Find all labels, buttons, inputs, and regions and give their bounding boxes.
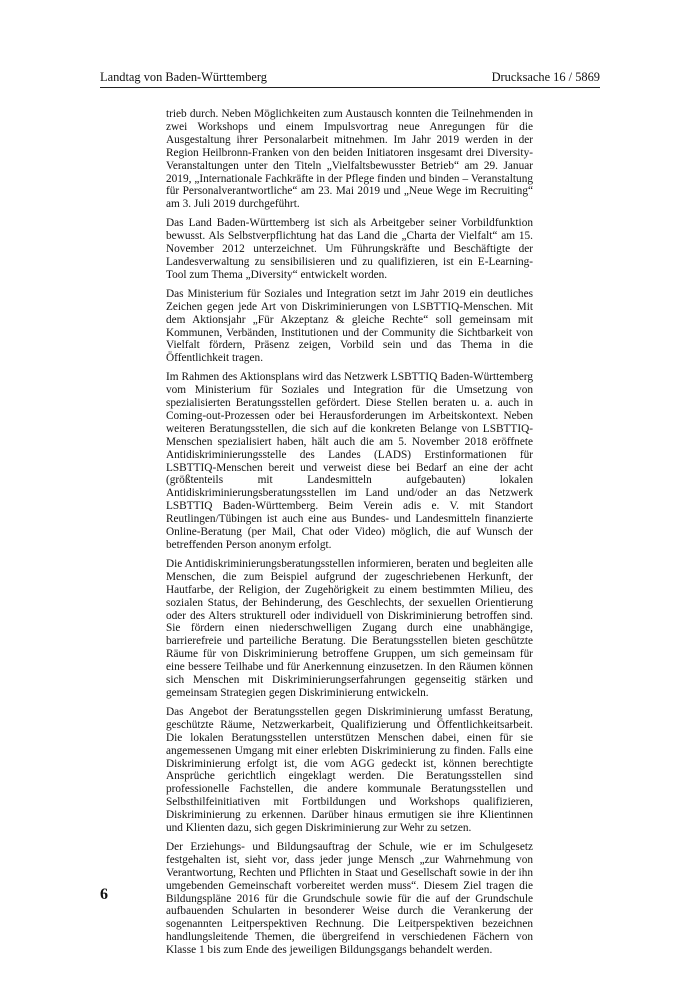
paragraph-diversity-events: trieb durch. Neben Möglichkeiten zum Austausch konnten die Teilnehmenden in zwei Workshops und einem Impulsvortrag neue Anregungen für die Ausgestaltung ihrer Personalarbeit mitnehmen. Im Jahr 2019 werden in der Region Heilbronn-Franken von den beiden Initiatoren insgesamt drei Diversity-Veranstaltungen unter den Titeln „Vielfaltsbewusster Betrieb“ am 29. Januar 2019, „Internationale Fachkräfte in der Pflege finden und binden – Veranstaltung für Personalverantwortliche“ am 23. Mai 2019 und „Neue Wege im Recruiting“ am 3. Juli 2019 durchgeführt. [166,108,533,211]
running-header [100,70,600,88]
header-parliament-name: Landtag von Baden-Württemberg [100,70,267,84]
paragraph-schule-bildungsauftrag: Der Erziehungs- und Bildungsauftrag der Schule, wie er im Schulgesetz festgehalten ist, sieht vor, dass jeder junge Mensch „zur Wahrnehmung von Verantwortung, Rechten und Pflichten in Staat und Gesellschaft sowie in der ihn umgebenden Gemeinschaft vorbereitet werden muss“. Diesem Ziel tragen die Bildungspläne 2016 für die Grundschule sowie für die auf der Grundschule aufbauenden Schularten in besonderer Weise durch die Verankerung der sogenannten Leitperspektiven Rechnung. Die Leitperspektiven bezeichnen handlungsleitende Themen, die übergreifend in verschiedenen Fächern von Klasse 1 bis zum Ende des jeweiligen Bildungsgangs behandelt werden. [166,840,533,957]
page-number: 6 [100,886,108,903]
paragraph-charta-der-vielfalt: Das Land Baden-Württemberg ist sich als Arbeitgeber seiner Vorbildfunktion bewusst. Als Selbstverpflichtung hat das Land die „Charta der Vielfalt“ am 15. November 2012 unterzeichnet. Um Führungskräfte und Beschäftigte der Landesverwaltung zu sensibilisieren und zu qualifizieren, ist ein E-Learning-Tool zum Thema „Diversity“ entwickelt worden. [166,217,533,281]
paragraph-beratungsstellen-lsbttiq: Im Rahmen des Aktionsplans wird das Netzwerk LSBTTIQ Baden-Württemberg vom Ministerium für Soziales und Integration für die Umsetzung von spezialisierten Beratungsstellen gefördert. Diese Stellen beraten u. a. auch in Coming-out-Prozessen oder bei Herausforderungen im Arbeitskontext. Neben weiteren Beratungsstellen, die sich auf die konkreten Belange von LSBTTIQ-Menschen spezialisiert haben, hält auch die am 5. November 2018 eröffnete Antidiskriminierungsstelle des Landes (LADS) Erstinformationen für LSBTTIQ-Menschen bereit und verweist diese bei Bedarf an eine der acht (größtenteils mit Landesmitteln aufgebauten) lokalen Antidiskriminierungsberatungsstellen im Land und/oder an das Netzwerk LSBTTIQ Baden-Württemberg. Beim Verein adis e. V. mit Standort Reutlingen/Tübingen ist auch eine aus Bundes- und Landesmitteln finanzierte Online-Beratung (per Mail, Chat oder Video) möglich, die auf Wunsch der betreffenden Person anonym erfolgt. [166,371,533,551]
paragraph-antidiskriminierung: Die Antidiskriminierungsberatungsstellen informieren, beraten und begleiten alle Menschen, die zum Beispiel aufgrund der zugeschriebenen Herkunft, der Hautfarbe, der Religion, der Zugehörigkeit zu einem bestimmten Milieu, des sozialen Status, der Behinderung, des Geschlechts, der sexuellen Orientierung oder des Alters strukturell oder individuell von Diskriminierung betroffen sind. Sie fördern einen niederschwelligen Zugang durch eine unabhängige, barrierefreie und parteiliche Beratung. Die Beratungsstellen bieten geschützte Räume für von Diskriminierung betroffene Gruppen, um sich gemeinsam für eine bessere Teilhabe und für Anerkennung einzusetzen. In den Räumen können sich Menschen mit Diskriminierungserfahrungen gegenseitig stärken und gemeinsam Strategien gegen Diskriminierung entwickeln. [166,557,533,699]
header-document-number: Drucksache 16 / 5869 [491,70,600,84]
document-body [166,108,533,963]
paragraph-angebot-beratung: Das Angebot der Beratungsstellen gegen Diskriminierung umfasst Beratung, geschützte Räume, Netzwerkarbeit, Qualifizierung und Öffentlichkeitsarbeit. Die lokalen Beratungsstellen unterstützen Menschen dabei, einen für sie angemessenen Umgang mit einer erlebten Diskriminierung zu finden. Falls eine Diskriminierung erfolgt ist, die vom AGG gedeckt ist, können berechtigte Ansprüche gerichtlich eingeklagt werden. Die Beratungsstellen sind professionelle Fachstellen, die andere kommunale Beratungsstellen und Selbsthilfeinitiativen mit Fortbildungen und Workshops qualifizieren, Diskriminierung zu erkennen. Darüber hinaus ermutigen sie ihre Klientinnen und Klienten dazu, sich gegen Diskriminierung zur Wehr zu setzen. [166,705,533,835]
paragraph-aktionsjahr: Das Ministerium für Soziales und Integration setzt im Jahr 2019 ein deutliches Zeichen gegen jede Art von Diskriminierungen von LSBTTIQ-Menschen. Mit dem Aktionsjahr „Für Akzeptanz & gleiche Rechte“ soll gemeinsam mit Kommunen, Verbänden, Institutionen und der Community die Sichtbarkeit von Vielfalt fördern, Präsenz zeigen, Vorbild sein und das Thema in die Öffentlichkeit tragen. [166,287,533,365]
